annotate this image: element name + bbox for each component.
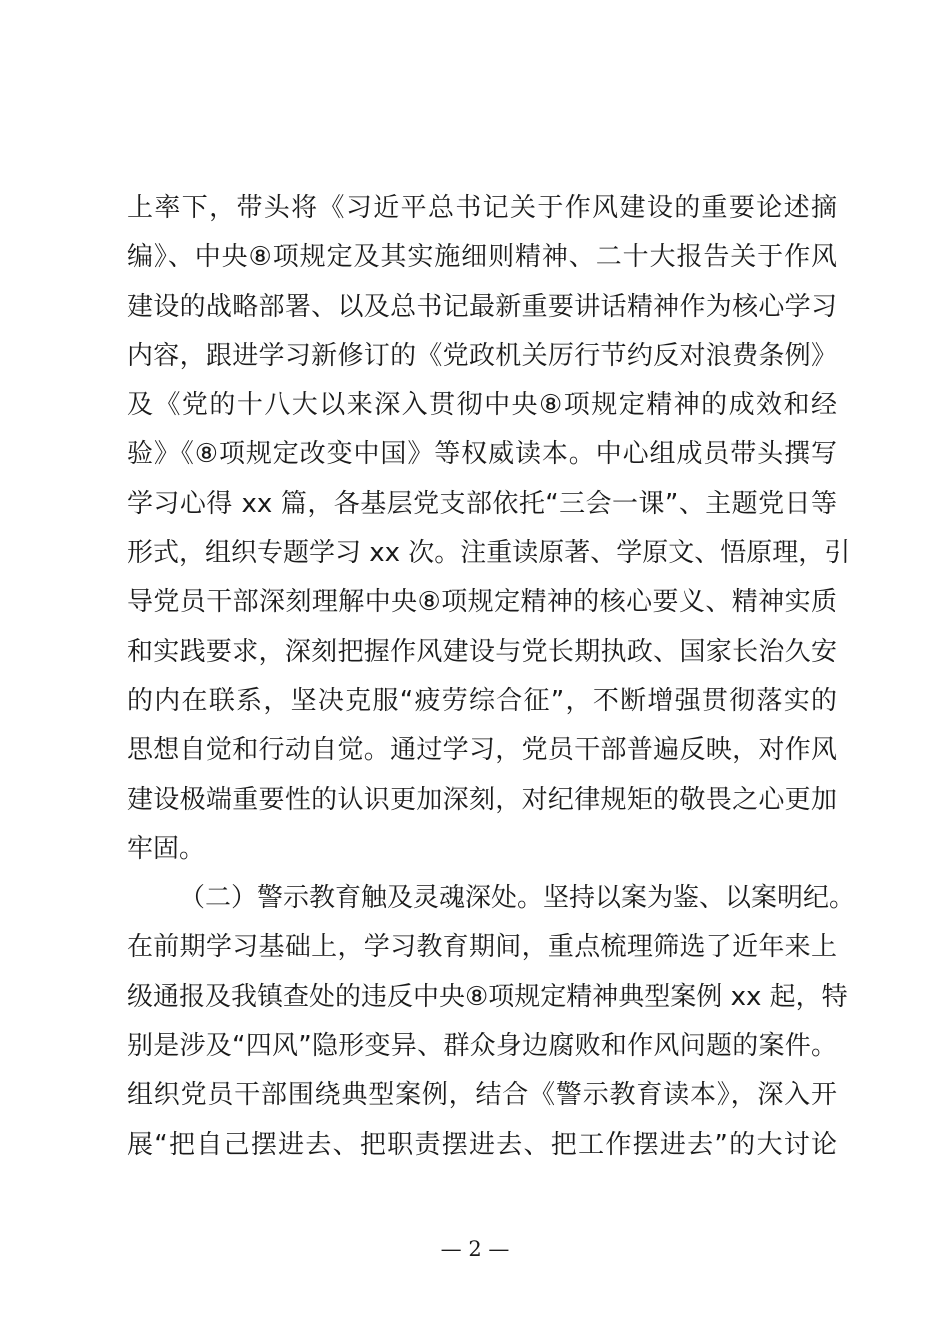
paragraph-1 bbox=[127, 184, 851, 874]
text-line: 级通报及我镇查处的违反中央⑧项规定精神典型案例 xx 起，特 bbox=[127, 981, 848, 1012]
text-line: 形式，组织专题学习 xx 次。注重读原著、学原文、悟原理，引 bbox=[127, 538, 851, 569]
body-text bbox=[127, 184, 856, 1170]
page-number: — 2 — bbox=[440, 1237, 510, 1261]
text-line: 在前期学习基础上，学习教育期间，重点梳理筛选了近年来上 bbox=[127, 932, 837, 963]
text-line: 验》《⑧项规定改变中国》等权威读本。中心组成员带头撰写 bbox=[127, 439, 837, 470]
text-line: 建设的战略部署、以及总书记最新重要讲话精神作为核心学习 bbox=[127, 291, 837, 322]
text-line: 编》、中央⑧项规定及其实施细则精神、二十大报告关于作风 bbox=[127, 242, 837, 273]
paragraph-2 bbox=[127, 874, 856, 1170]
text-line: 牢固。 bbox=[127, 833, 206, 864]
text-line: 的内在联系，坚决克服“疲劳综合征”，不断增强贯彻落实的 bbox=[127, 685, 837, 716]
text-line: 思想自觉和行动自觉。通过学习，党员干部普遍反映，对作风 bbox=[127, 735, 837, 766]
text-line: 学习心得 xx 篇，各基层党支部依托“三会一课”、主题党日等 bbox=[127, 488, 837, 519]
text-line: 建设极端重要性的认识更加深刻，对纪律规矩的敬畏之心更加 bbox=[127, 784, 837, 815]
text-line: 导党员干部深刻理解中央⑧项规定精神的核心要义、精神实质 bbox=[127, 587, 837, 618]
text-line: 上率下，带头将《习近平总书记关于作风建设的重要论述摘 bbox=[127, 193, 837, 223]
text-line: 内容，跟进学习新修订的《党政机关厉行节约反对浪费条例》 bbox=[127, 340, 837, 371]
section-heading-line: （二）警示教育触及灵魂深处。坚持以案为鉴、以案明纪。 bbox=[179, 883, 856, 914]
text-line: 别是涉及“四风”隐形变异、群众身边腐败和作风问题的案件。 bbox=[127, 1031, 837, 1062]
text-line: 和实践要求，深刻把握作风建设与党长期执政、国家长治久安 bbox=[127, 636, 837, 667]
text-line: 展“把自己摆进去、把职责摆进去、把工作摆进去”的大讨论 bbox=[127, 1129, 837, 1160]
text-line: 及《党的十八大以来深入贯彻中央⑧项规定精神的成效和经 bbox=[127, 390, 837, 421]
text-line: 组织党员干部围绕典型案例，结合《警示教育读本》，深入开 bbox=[127, 1080, 837, 1111]
